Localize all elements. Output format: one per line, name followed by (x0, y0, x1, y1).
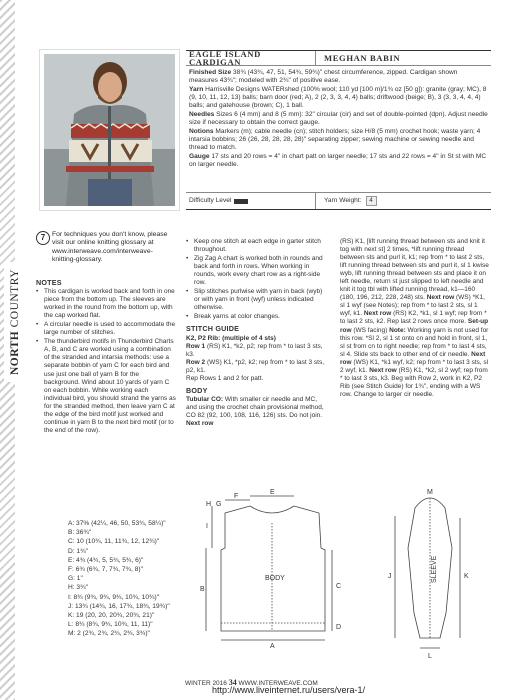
measurement-item: K: 19 (20, 20, 20¾, 20¾, 21)" (68, 612, 155, 620)
schematic-letter-l: L (428, 653, 432, 660)
footer-url: WWW.INTERWEAVE.COM (238, 680, 318, 687)
stitch-guide-heading: STITCH GUIDE (186, 324, 240, 334)
schematic-letter-j: J (388, 573, 392, 580)
tip-text: For techniques you don't know, please visit our online knitting glossary at www.interweave.com/interweave-knitting-glossary. (52, 231, 168, 264)
sleeve-label: SLEEVE (431, 555, 438, 583)
section-tab-rest: COUNTRY (9, 268, 21, 331)
page-number: 34 (228, 678, 237, 687)
notions-spec: Notions Markers (m); cable needle (cn); stitch holders; size H/8 (5 mm) crochet hook; waste yarn; 4 intarsia bobbins; 26 (26, 28, 28, 28, 28)" separating zipper; sewing machine or sewing needle and thread to match. (189, 127, 481, 152)
measurement-item: G: 1" (68, 575, 83, 583)
schematic-letter-d: D (336, 624, 342, 631)
schematic-letter-g: G (216, 501, 222, 508)
body-label: BODY (265, 575, 285, 582)
finished-size: Finished Size 38¾ (43¾, 47, 51, 54¾, 59¾)" chest circumference, zipped. Cardigan shown measures 43¾"; modeled with 2¾" of positive ease. (189, 69, 458, 85)
difficulty-bar-icon (234, 199, 248, 204)
schematic-letter-m: M (427, 489, 433, 496)
instruction-paragraph: (RS) K1, [lift running thread between sts and knit it tog with next st] 2 times, *lift running thread between sts and purl it, k1; rep from * to last 2 sts, lift running thread between sts and purl it, sl 1 kwise wyb, lift running thread between sts and place it on left needle, return st just slipped to left needle and knit it tog tbl with lifted running thread, k1—160 (180, 196, 212, 228, 248) sts. Next row (WS) *K1, sl 1 wyf (see Notes); rep from * to last 2 sts, sl 1 wyf, k1. Next row (RS) K2, *k1, sl 1 wyf; rep from * to last 2 sts, k2. Rep last 2 rows once more. Set-up row (WS facing) Note: Working yarn is not used for this row. *Sl 2, sl 1 st onto cn and hold in front, sl 1, sl st from cn to right needle; rep from * to last 4 sts, sl 4. Slide sts back to other end of cir needle. Next row (WS) K1, *k1 wyf, k2; rep from * to last 3 sts, sl 2 wyf, k1. Next row (RS) K1, *k2, sl 2 wyf; rep from * to last 3 sts, k3. Beg with Row 2, work in K2, P2 Rib (see Stitch Guide) for 1¾", ending with a WS row. Change to larger cir needle. (340, 238, 489, 398)
model-photo (40, 50, 179, 210)
measurement-item: I: 8¾ (9¾, 9¾, 9¾, 10¾, 10¾)" (68, 593, 160, 601)
rib-repeat: Rep Rows 1 and 2 for patt. (186, 374, 264, 382)
notes-item: • This cardigan is worked back and forth in one piece from the bottom up. The sleeves are worked in the round from the bottom up, with the cap worked flat. (36, 288, 176, 320)
measurement-list (68, 519, 170, 639)
difficulty-label: Difficulty Level (189, 196, 232, 204)
yarn-weight-icon: 4 (366, 196, 377, 206)
pattern-title: EAGLE ISLAND CARDIGAN (186, 51, 316, 65)
measurement-item: D: 1¾" (68, 547, 88, 555)
pattern-title-bar (186, 50, 491, 66)
notes-item: • A circular needle is used to accommodate the large number of stitches. (36, 321, 176, 337)
notes-heading: NOTES (36, 278, 62, 287)
schematic-letter-k: K (464, 573, 469, 580)
yarn-spec: Yarn Harrisville Designs WATERshed (100% wool; 110 yd [100 m]/1¾ oz [50 g]): granite (gray; MC), 8 (9, 10, 11, 12, 13) balls; barn door (red; A), 2 (2, 3, 3, 4, 4) balls; driftwood (beige; B), 3 (3, 3, 4, 4, 4) balls; and gatehouse (brown; C), 1 ball. (189, 85, 487, 110)
footer-issue: WINTER 2016 (185, 680, 227, 687)
measurement-item: C: 10 (10¾, 11, 11¾, 12, 12¾)" (68, 538, 160, 546)
measurement-item: L: 8¾ (8¾, 9¾, 10¾, 11, 11)" (68, 621, 153, 629)
measurement-item: H: 3¾" (68, 584, 88, 592)
notes-column (36, 275, 176, 436)
watermark-url: http://www.liveinternet.ru/users/vera-1/ (212, 685, 366, 695)
measurement-item: A: 37% (42¼, 46, 50, 53¾, 58¼)" (68, 520, 166, 527)
garment-schematic (190, 488, 490, 673)
schematic-letter-a: A (270, 643, 275, 650)
needles-spec: Needles Sizes 6 (4 mm) and 8 (5 mm): 32" circular (cir) and set of double-pointed (dpn). Adjust needle size if necessary to obtain the correct gauge. (189, 111, 488, 127)
notes-item: • The thunderbird motifs in Thunderbird Charts A, B, and C are worked using a combination of the stranded and intarsia methods: use a separate bobbin of yarn C for each bird and use just one ball of yarn B for the background. Wind about 10 yards of yarn C on each bobbin. While working each individual bird, you should strand the yarns as for the stranded method, then leave yarn C at the edge of the bird motif just worked and continue in yarn B to the next bird motif (or to the end of the row). (36, 338, 176, 435)
schematic-letter-e: E (270, 489, 275, 496)
pattern-info-footer (186, 192, 491, 210)
section-tab (4, 262, 26, 382)
yarn-weight-label: Yarn Weight: (324, 196, 362, 204)
schematic-letter-f: F (234, 493, 239, 500)
rib-row-1: Row 1 (RS) K1, *k2, p2; rep from * to last 3 sts, k3. (186, 342, 323, 358)
measurement-item: M: 2 (2¾, 2¾, 2¾, 2¾, 3¾)" (68, 630, 150, 638)
gauge-spec: Gauge 17 sts and 20 rows = 4" in chart patt on larger needle; 17 sts and 22 rows = 4" in St st with MC on larger needle. (189, 153, 487, 169)
schematic-letter-c: C (336, 583, 342, 590)
notes-item: • Slip stitches purlwise with yarn in back (wyb) or with yarn in front (wyf) unless indicated otherwise. (186, 288, 328, 312)
rib-heading: K2, P2 Rib: (multiple of 4 sts) (186, 334, 276, 342)
measurement-item: E: 4¾ (4¾, 5, 5¾, 5¾, 6)" (68, 556, 144, 564)
schematic-letter-h: H (206, 501, 212, 508)
notes-item: • Keep one stitch at each edge in garter stitch throughout. (186, 238, 328, 254)
notes-item: • Break yarns at color changes. (186, 313, 328, 321)
schematic-letter-b: B (200, 586, 205, 593)
stitch-guide-column (186, 238, 328, 428)
technique-tip (36, 231, 176, 265)
notes-item: • Zig Zag A chart is worked both in rounds and back and forth in rows. When working in rounds, work every chart row as a right-side row. (186, 255, 328, 287)
measurement-item: B: 36¾" (68, 529, 92, 537)
tubular-co: Tubular CO: With smaller cir needle and MC, and using the crochet chain provisional method, CO 82 (92, 100, 108, 116, 126) sts. Do not join. Next row (186, 395, 324, 427)
schematic-letter-i: I (206, 523, 208, 530)
body-heading: BODY (186, 385, 208, 395)
tip-number-icon: 7 (36, 231, 50, 245)
measurement-item: J: 13¾ (14¾, 16, 17¾, 18¾, 19¾)" (68, 602, 170, 610)
pattern-info-box (186, 50, 491, 212)
section-tab-bold: NORTH (9, 330, 21, 376)
rib-row-2: Row 2 (WS) K1, *p2, k2; rep from * to last 3 sts, p2, k1. (186, 358, 325, 374)
measurement-item: F: 6¾ (6¾, 7, 7¾, 7¾, 8)" (68, 566, 143, 574)
instructions-column (340, 238, 490, 399)
pattern-designer: MEGHAN BABIN (324, 52, 401, 63)
